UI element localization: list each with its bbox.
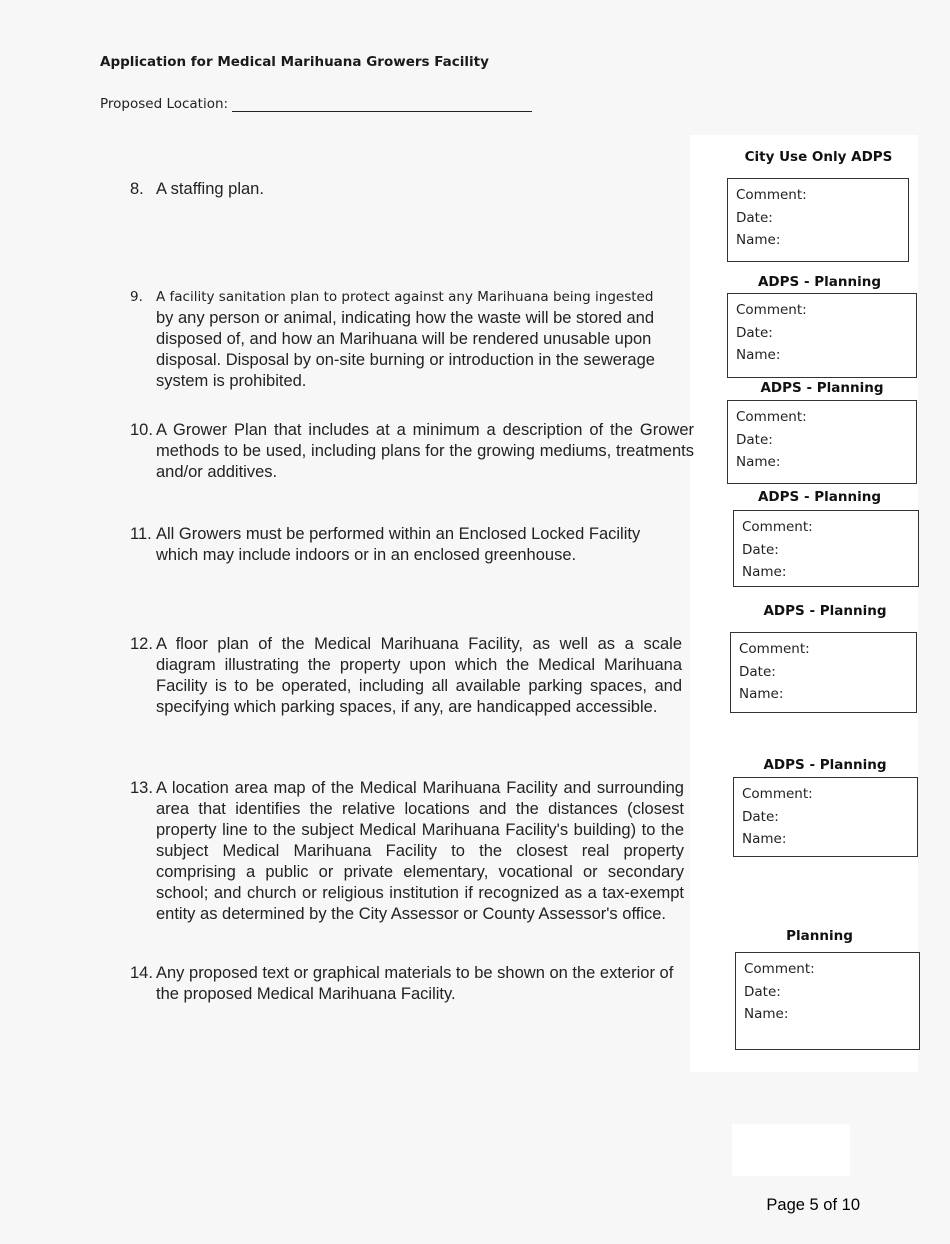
review-box-adps-planning-1[interactable] — [727, 293, 917, 378]
date-field-label: Date: — [742, 808, 779, 825]
review-label-city-use: City Use Only ADPS — [744, 149, 893, 165]
item-text: A staffing plan. — [156, 180, 264, 198]
item-text: Any proposed text or graphical materials to be shown on the exterior of the proposed Medical Marihuana Facility. — [156, 964, 674, 1003]
document-title: Application for Medical Marihuana Growers Facility — [100, 54, 489, 70]
date-field-label: Date: — [742, 541, 779, 558]
name-field-label: Name: — [742, 564, 787, 580]
name-field-label: Name: — [742, 831, 787, 847]
date-field-label: Date: — [736, 324, 773, 341]
page-number: Page 5 of 10 — [766, 1196, 860, 1214]
review-label-adps-planning-5: ADPS - Planning — [763, 757, 887, 773]
name-field-label: Name: — [744, 1006, 789, 1022]
review-box-city-use[interactable] — [727, 178, 909, 262]
item-number: 13. — [130, 779, 153, 797]
item-number: 12. — [130, 635, 153, 653]
proposed-location-blank-line[interactable] — [232, 97, 532, 112]
name-field-label: Name: — [736, 454, 781, 470]
comment-field-label: Comment: — [742, 786, 813, 802]
review-box-adps-planning-2[interactable] — [727, 400, 917, 484]
comment-field-label: Comment: — [744, 961, 815, 977]
comment-field-label: Comment: — [736, 187, 807, 203]
comment-field-label: Comment: — [742, 519, 813, 535]
item-text: A Grower Plan that includes at a minimum a description of the Grower methods to be used, including plans for the growing mediums, treatments and/or additives. — [156, 421, 694, 481]
name-field-label: Name: — [736, 347, 781, 363]
comment-field-label: Comment: — [739, 641, 810, 657]
item-number: 9. — [130, 289, 143, 305]
item-text: A floor plan of the Medical Marihuana Facility, as well as a scale diagram illustrating the property upon which the Medical Marihuana Facility is to be operated, including all available parking spaces, and specifying which parking spaces, if any, are handicapped accessible. — [156, 635, 682, 716]
review-label-adps-planning-4: ADPS - Planning — [763, 603, 887, 619]
date-field-label: Date: — [744, 983, 781, 1000]
proposed-location-field — [100, 96, 532, 112]
review-label-adps-planning-1: ADPS - Planning — [757, 274, 882, 290]
date-field-label: Date: — [739, 663, 776, 680]
review-box-adps-planning-4[interactable] — [730, 632, 917, 713]
comment-field-label: Comment: — [736, 409, 807, 425]
name-field-label: Name: — [739, 686, 784, 702]
review-box-adps-planning-3[interactable] — [733, 510, 919, 587]
item-number: 14. — [130, 964, 153, 982]
item-number: 11. — [130, 525, 152, 543]
proposed-location-label: Proposed Location: — [100, 96, 229, 112]
review-box-planning[interactable] — [735, 952, 920, 1050]
date-field-label: Date: — [736, 209, 773, 226]
name-field-label: Name: — [736, 232, 781, 248]
item-text: All Growers must be performed within an Enclosed Locked Facility which may include indoors or in an enclosed greenhouse. — [156, 525, 641, 564]
review-label-planning: Planning — [786, 928, 853, 944]
item-number: 10. — [130, 421, 153, 439]
item-text-first-line: A facility sanitation plan to protect against any Marihuana being ingested — [156, 289, 654, 305]
date-field-label: Date: — [736, 431, 773, 448]
comment-field-label: Comment: — [736, 302, 807, 318]
review-box-adps-planning-5[interactable] — [733, 777, 918, 857]
review-label-adps-planning-2: ADPS - Planning — [760, 380, 884, 396]
item-text-rest: by any person or animal, indicating how the waste will be stored and disposed of, and how an Marihuana will be rendered unusable upon disposal. Disposal by on-site burning or introduction in the sewerage system is prohibited. — [156, 309, 655, 390]
item-number: 8. — [130, 180, 144, 198]
scan-patch — [732, 1124, 850, 1176]
item-text: A location area map of the Medical Marihuana Facility and surrounding area that identifies the relative locations and the distances (closest property line to the subject Medical Marihuana Facility's building) to the subject Medical Marihuana Facility to the closest real property comprising a public or private elementary, vocational or secondary school; and church or religious institution if recognized as a tax-exempt entity as determined by the City Assessor or County Assessor's office. — [156, 779, 684, 923]
review-label-adps-planning-3: ADPS - Planning — [757, 489, 882, 505]
